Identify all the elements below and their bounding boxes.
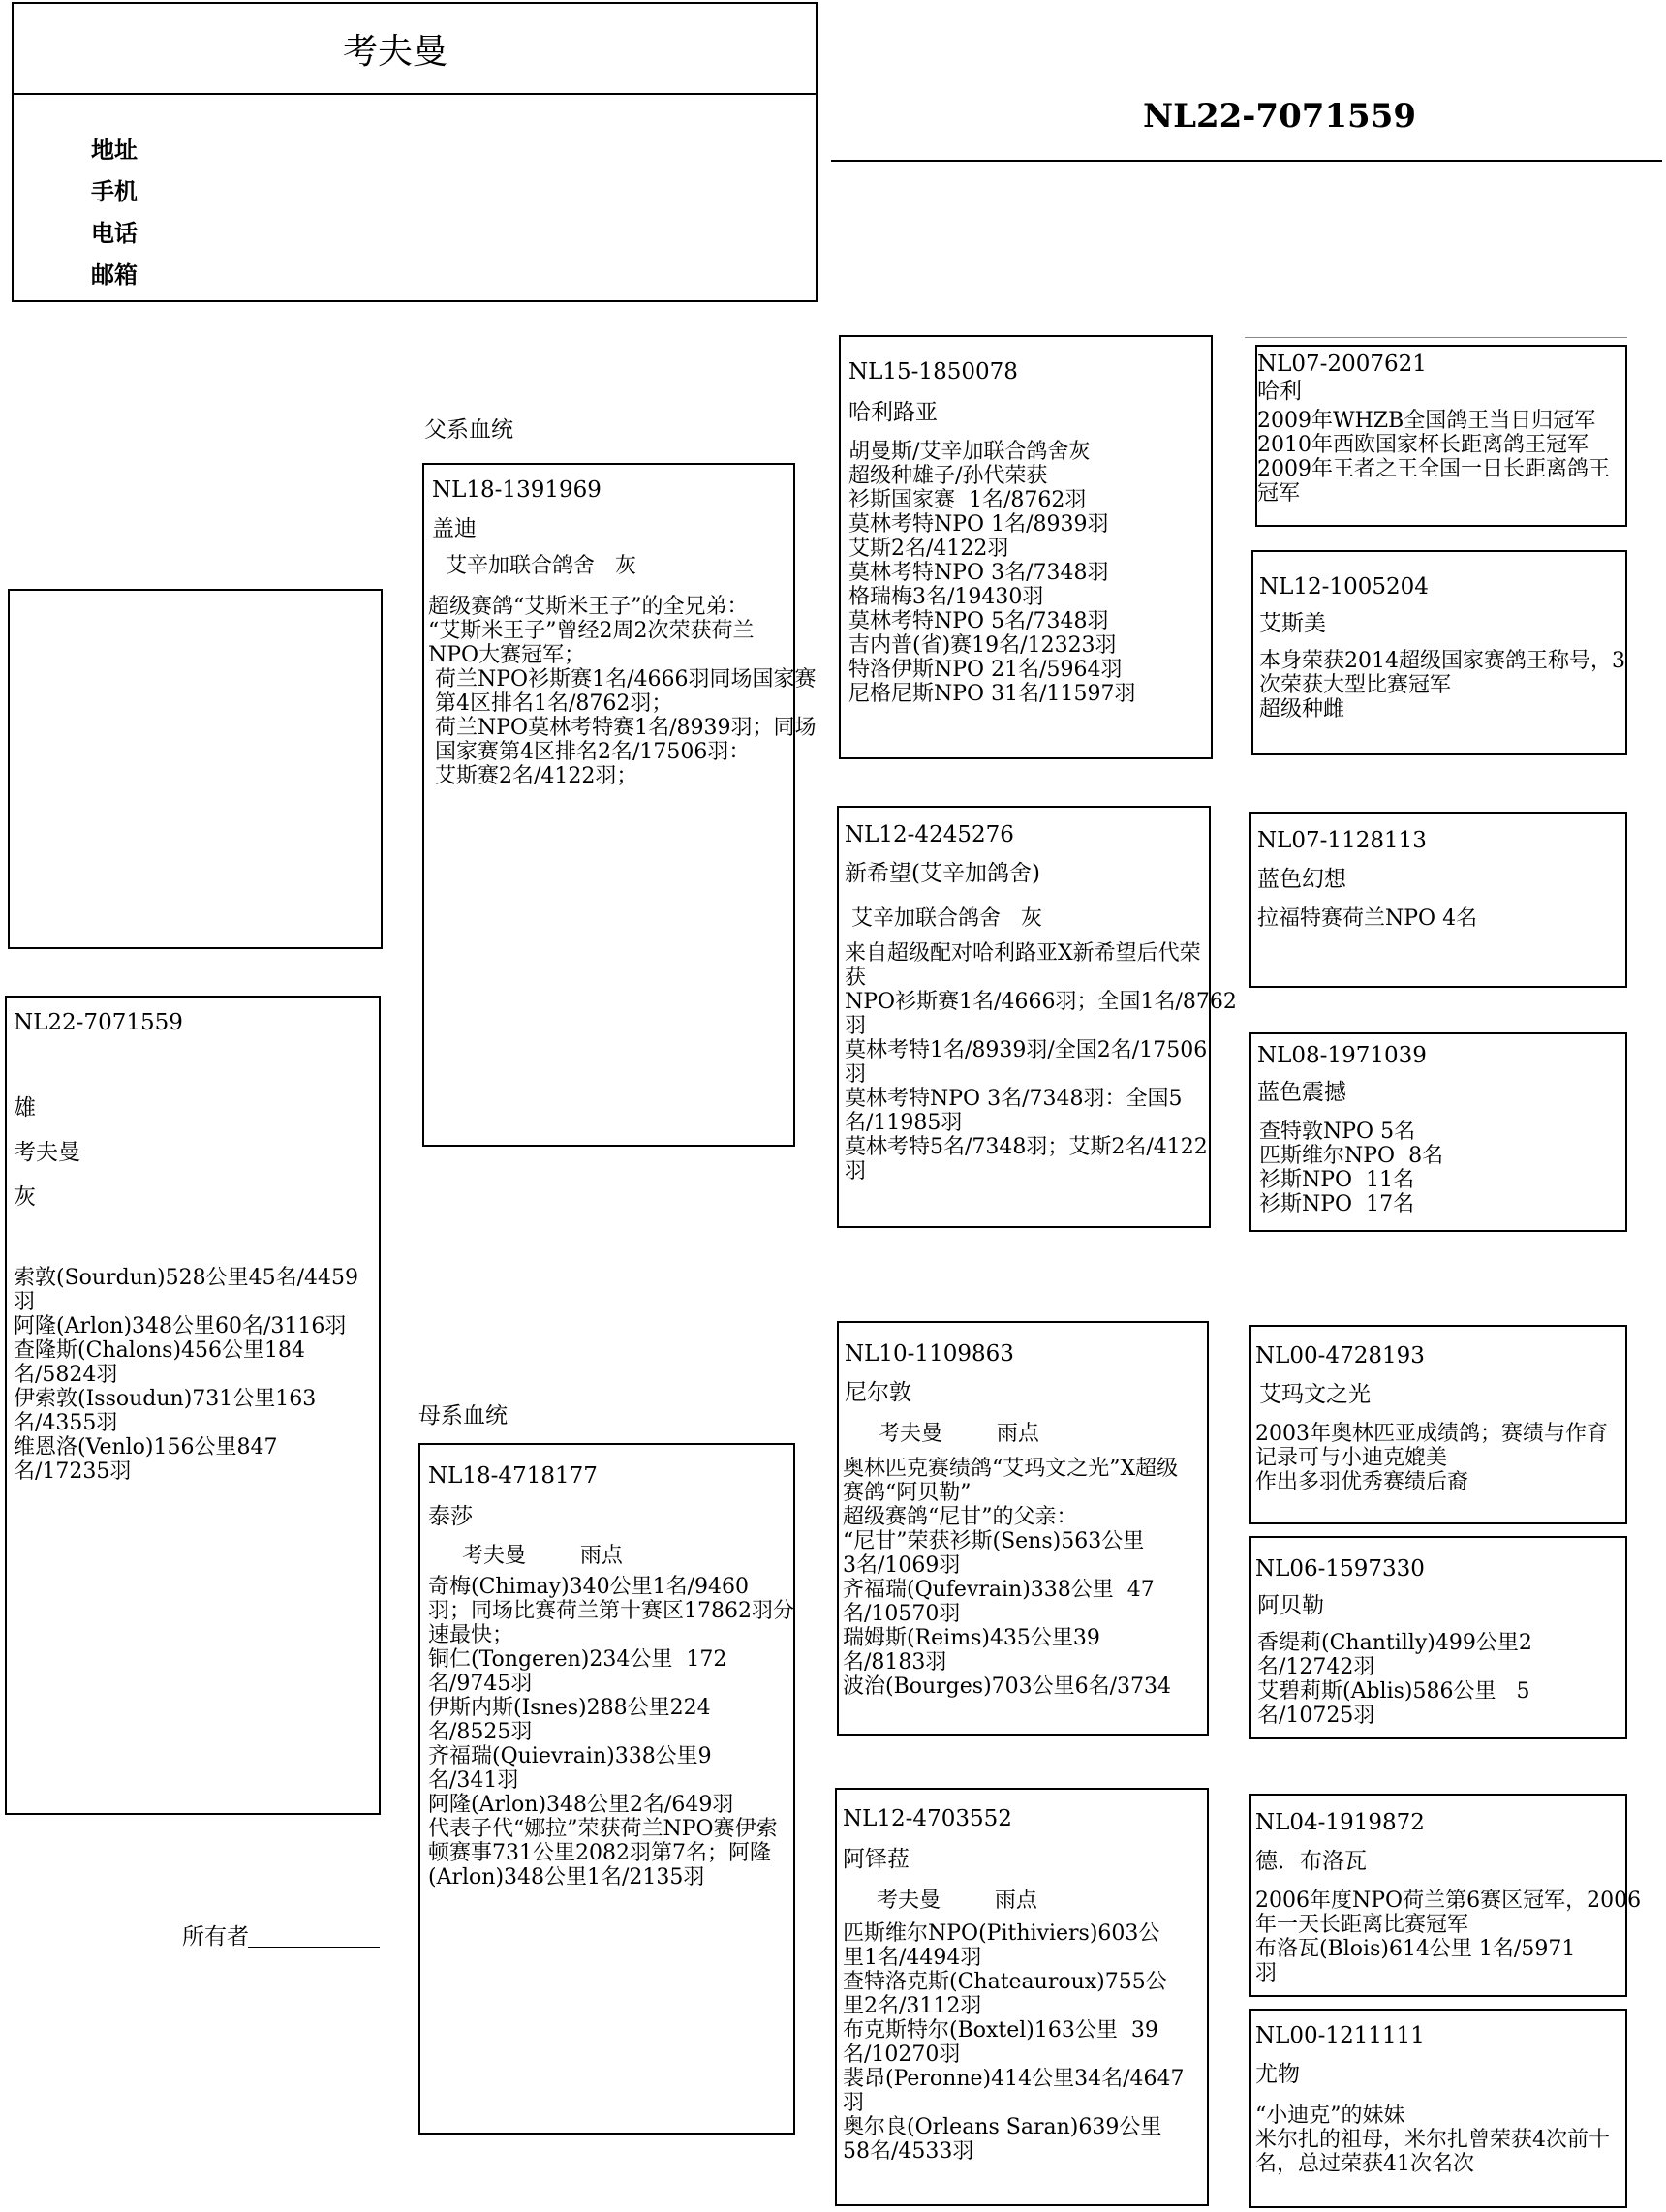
note-line: 香缇莉(Chantilly)499公里2 [1257,1631,1532,1655]
note-line: 吉内普(省)赛19名/12323羽 [848,633,1117,658]
note-line: 年一天长距离比赛冠军 [1255,1913,1469,1937]
note-line: 奇梅(Chimay)340公里1名/9460 [428,1575,749,1599]
note-line: 艾斯赛2名/4122羽； [428,764,638,788]
note-line: 艾碧莉斯(Ablis)586公里 5 [1257,1679,1530,1704]
field-address-label: 地址 [91,136,138,164]
gp-ss-ring: NL15-1850078 [848,359,1018,384]
note-line: 冠军 [1257,481,1301,506]
note-line: 赛鸽“阿贝勒” [843,1481,972,1505]
note-line: 羽；同场比赛荷兰第十赛区17862羽分 [428,1599,794,1623]
note-line: 莫林考特5名/7348羽；艾斯2名/4122 [845,1135,1208,1159]
note-line: 衫斯NPO 11名 [1259,1168,1415,1192]
owner-signature-label: 所有者 [182,1924,249,1950]
note-line: 来自超级配对哈利路亚X新希望后代荣 [845,941,1201,966]
note-line: 羽 [845,1014,867,1038]
ggp-7-notes [1255,1889,1641,1985]
note-line: 名/10270羽 [843,2043,961,2067]
note-line: 尼格尼斯NPO 31名/11597羽 [848,682,1136,706]
result-line: 伊索敦(Issoudun)731公里163 [14,1387,317,1411]
ggp-4-notes [1259,1120,1443,1216]
note-line: 匹斯维尔NPO(Pithiviers)603公 [843,1921,1160,1946]
note-line: 顿赛事731公里2082羽第7名；阿隆 [428,1841,771,1865]
result-line: 名/5824羽 [14,1363,118,1387]
note-line: “尼甘”荣获衫斯(Sens)563公里 [843,1529,1145,1553]
note-line: 代表子代“娜拉”荣获荷兰NPO赛伊索 [428,1817,778,1841]
gp-sd-breeder [845,906,1042,931]
owner-signature-line [248,1947,380,1948]
ggp-6-ring: NL06-1597330 [1255,1556,1425,1582]
note-line: 里2名/3112羽 [843,1994,982,2018]
note-line: 齐福瑞(Qufevrain)338公里 47 [843,1578,1155,1602]
note-line: 名/10570羽 [843,1602,961,1626]
ggp-8-name: 尤物 [1255,2062,1300,2087]
subject-sex: 雄 [14,1095,36,1121]
gp-ss-name: 哈利路亚 [848,400,938,425]
note-line: “艾斯米王子”曾经2周2次荣获荷兰 [428,619,755,643]
note-line: 裴昂(Peronne)414公里34名/4647 [843,2067,1185,2091]
note-line: 获 [845,966,867,990]
dam-ring: NL18-4718177 [428,1463,598,1489]
field-mobile-label: 手机 [91,177,138,205]
note-line: 拉福特赛荷兰NPO 4名 [1257,906,1478,931]
note-line: 奥林匹克赛绩鸽“艾玛文之光”X超级 [843,1457,1179,1481]
note-line: 荷兰NPO莫林考特赛1名/8939羽；同场 [428,716,817,740]
note-line: 名/11985羽 [845,1111,963,1135]
note-line: 次荣获大型比赛冠军 [1259,673,1452,697]
owner-name: 考夫曼 [343,32,448,72]
note-line: 荷兰NPO衫斯赛1名/4666羽同场国家赛 [428,667,817,691]
ggp-3-notes [1257,906,1477,931]
gp-ds-notes [843,1457,1178,1699]
ggp-4-ring: NL08-1971039 [1257,1043,1427,1068]
note-line: NPO大赛冠军； [428,643,586,667]
note-line: 阿隆(Arlon)348公里2名/649羽 [428,1793,734,1817]
note-line: 速最快； [428,1623,514,1647]
photo-frame [8,589,383,949]
ggp-6-notes [1257,1631,1532,1728]
note-line: 本身荣获2014超级国家赛鸽王称号，3 [1259,649,1625,673]
note-line: (Arlon)348公里1名/2135羽 [428,1865,705,1889]
subject-color: 灰 [14,1184,36,1210]
note-line: 2009年WHZB全国鸽王当日归冠军 [1257,409,1596,433]
gp-dd-breeder-line: 考夫曼 雨点 [843,1889,1037,1913]
sire-ring: NL18-1391969 [432,477,602,503]
ggp-7-ring: NL04-1919872 [1255,1810,1425,1835]
ggp-1-name: 哈利 [1257,379,1302,404]
subject-ring: NL22-7071559 [14,1010,183,1035]
sire-breeder-line: 艾辛加联合鸽舍 灰 [432,554,636,578]
note-line: 作出多羽优秀赛绩后裔 [1255,1470,1469,1494]
dam-name: 泰莎 [428,1504,473,1529]
ggp-3-ring: NL07-1128113 [1257,828,1427,853]
result-line: 维恩洛(Venlo)156公里847 [14,1435,278,1459]
note-line: 超级种雄子/孙代荣获 [848,464,1048,488]
note-line: 超级种雌 [1259,697,1345,722]
field-email-label: 邮箱 [91,261,138,289]
note-line: 特洛伊斯NPO 21名/5964羽 [848,658,1123,682]
note-line: 名，总过荣获41次名次 [1255,2152,1474,2176]
note-line: NPO衫斯赛1名/4666羽；全国1名/8762 [845,990,1237,1014]
ggp-3-name: 蓝色幻想 [1257,867,1346,892]
result-line: 阿隆(Arlon)348公里60名/3116羽 [14,1314,347,1338]
note-line: 羽 [845,1062,867,1087]
note-line: 名/9745羽 [428,1672,533,1696]
gp-dd-name: 阿铎菈 [843,1847,910,1872]
main-ring-number: NL22-7071559 [1143,97,1417,136]
note-line: 齐福瑞(Quievrain)338公里9 [428,1744,712,1768]
note-line: 莫林考特NPO 3名/7348羽：全国5 [845,1087,1183,1111]
gp-dd-ring: NL12-4703552 [843,1806,1012,1831]
note-line: 名/12742羽 [1257,1655,1375,1679]
gp-ds-ring: NL10-1109863 [845,1341,1014,1367]
note-line: 2010年西欧国家杯长距离鸽王冠军 [1257,433,1589,457]
note-line: 第4区排名1名/8762羽； [428,691,673,716]
note-line: 2009年王者之王全国一日长距离鸽王 [1257,457,1610,481]
sire-notes [428,595,816,788]
note-line: 铜仁(Tongeren)234公里 172 [428,1647,727,1672]
note-line: 波治(Bourges)703公里6名/3734 [843,1674,1172,1699]
top-right-rule [1245,337,1627,338]
gp-sd-notes [845,941,1237,1183]
main-ring-underline [831,160,1662,162]
note-line: 羽 [845,1159,867,1183]
ggp-8-notes [1255,2104,1610,2176]
note-line: 超级赛鸽“尼甘”的父亲： [843,1505,1078,1529]
note-line: 莫林考特NPO 5名/7348羽 [848,609,1109,633]
gp-ds-name: 尼尔敦 [845,1380,911,1405]
ggp-7-name: 德．布洛瓦 [1255,1849,1367,1874]
note-line: 名/341羽 [428,1768,519,1793]
note-line: 胡曼斯/艾辛加联合鸽舍灰 [848,440,1091,464]
gp-ds-breeder-line: 考夫曼 雨点 [845,1422,1039,1446]
note-line: “小迪克”的妹妹 [1255,2104,1405,2128]
result-line: 索敦(Sourdun)528公里45名/4459 [14,1266,358,1290]
ggp-2-name: 艾斯美 [1259,611,1326,636]
note-line: 伊斯内斯(Isnes)288公里224 [428,1696,711,1720]
subject-results [14,1266,358,1484]
ggp-8-ring: NL00-1211111 [1255,2023,1425,2048]
note-line: 58名/4533羽 [843,2139,974,2164]
note-line: 国家赛第4区排名2名/17506羽： [428,740,751,764]
dam-breeder-line: 考夫曼 雨点 [428,1544,623,1568]
note-line: 瑞姆斯(Reims)435公里39 [843,1626,1100,1650]
ggp-1-ring: NL07-2007621 [1257,352,1427,377]
ggp-5-ring: NL00-4728193 [1255,1343,1425,1368]
note-line: 名/8525羽 [428,1720,533,1744]
gp-sd-ring: NL12-4245276 [845,822,1014,847]
note-line: 名/8183羽 [843,1650,947,1674]
note-line: 衫斯国家赛 1名/8762羽 [848,488,1087,512]
note-line: 羽 [843,2091,865,2115]
ggp-6-name: 阿贝勒 [1257,1593,1324,1618]
result-line: 羽 [14,1290,36,1314]
note-line: 格瑞梅3名/19430羽 [848,585,1044,609]
note-line: 查特洛克斯(Chateauroux)755公 [843,1970,1167,1994]
note-line: 布克斯特尔(Boxtel)163公里 39 [843,2018,1158,2043]
note-line: 2006年度NPO荷兰第6赛区冠军，2006 [1255,1889,1642,1913]
ggp-5-name: 艾玛文之光 [1259,1382,1371,1407]
gp-sd-name: 新希望(艾辛加鸽舍) [845,861,1040,886]
sire-breeder [432,554,636,578]
ggp-2-notes [1259,649,1625,722]
note-line: 莫林考特NPO 3名/7348羽 [848,561,1109,585]
note-line: 艾斯2名/4122羽 [848,537,1009,561]
note-line: 莫林考特1名/8939羽/全国2名/17506 [845,1038,1208,1062]
ggp-4-name: 蓝色震撼 [1257,1080,1346,1105]
gp-sd-breeder-line: 艾辛加联合鸽舍 灰 [845,906,1042,931]
note-line: 布洛瓦(Blois)614公里 1名/5971 [1255,1937,1576,1961]
note-line: 里1名/4494羽 [843,1946,982,1970]
note-line: 米尔扎的祖母，米尔扎曾荣获4次前十 [1255,2128,1610,2152]
gp-dd-notes [843,1921,1185,2164]
result-line: 名/4355羽 [14,1411,118,1435]
note-line: 莫林考特NPO 1名/8939羽 [848,512,1109,537]
note-line: 名/10725羽 [1257,1704,1375,1728]
dam-notes [428,1575,794,1889]
dam-breeder [428,1544,623,1568]
result-line: 查隆斯(Chalons)456公里184 [14,1338,306,1363]
note-line: 查特敦NPO 5名 [1259,1120,1416,1144]
note-line: 奥尔良(Orleans Saran)639公里 [843,2115,1162,2139]
ggp-1-notes [1257,409,1610,506]
note-line: 羽 [1255,1961,1278,1985]
sire-name: 盖迪 [432,516,477,541]
note-line: 2003年奥林匹亚成绩鸽；赛绩与作育 [1255,1422,1608,1446]
ggp-5-notes [1255,1422,1608,1494]
result-line: 名/17235羽 [14,1459,132,1484]
note-line: 匹斯维尔NPO 8名 [1259,1144,1444,1168]
gp-ss-notes [848,440,1135,706]
note-line: 记录可与小迪克媲美 [1255,1446,1448,1470]
gp-ds-breeder [845,1422,1039,1446]
gp-dd-breeder [843,1889,1037,1913]
dam-section-label: 母系血统 [418,1403,508,1429]
subject-owner: 考夫曼 [14,1140,80,1165]
field-phone-label: 电话 [91,219,138,247]
owner-card [12,2,818,302]
note-line: 衫斯NPO 17名 [1259,1192,1415,1216]
note-line: 超级赛鸽“艾斯米王子”的全兄弟： [428,595,749,619]
sire-section-label: 父系血统 [424,417,513,443]
owner-card-divider [14,93,816,95]
note-line: 3名/1069羽 [843,1553,961,1578]
ggp-2-ring: NL12-1005204 [1259,574,1429,599]
